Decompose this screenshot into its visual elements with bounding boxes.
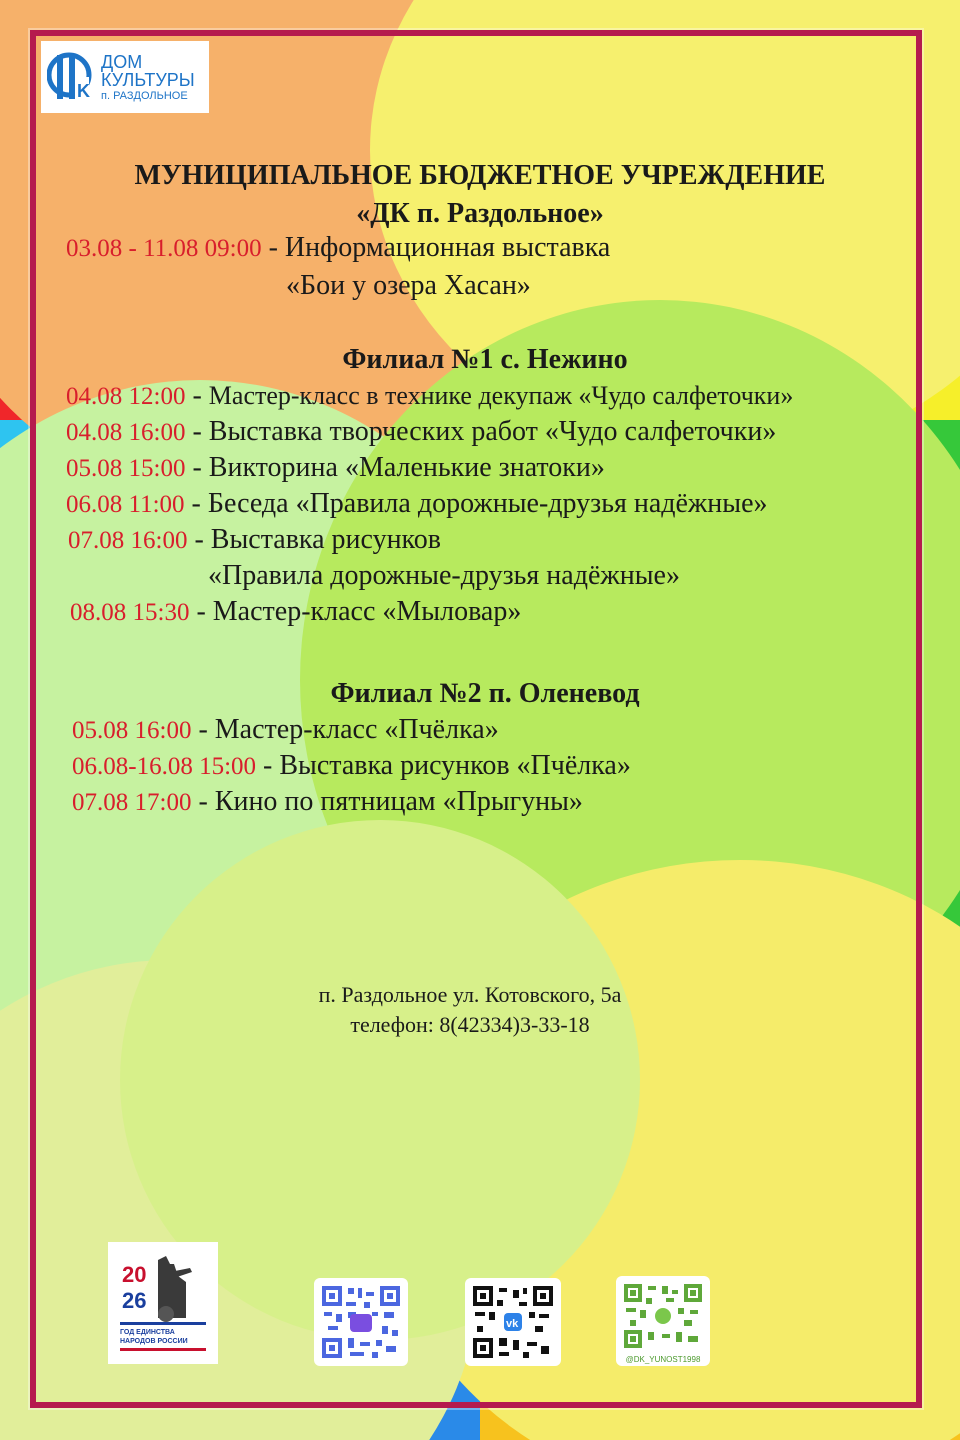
event-date: 06.08 11:00 — [66, 491, 185, 518]
event-date: 04.08 16:00 — [66, 419, 186, 446]
event-separator: - — [184, 488, 208, 519]
qr-code-3[interactable] — [616, 1276, 710, 1366]
branch1-event-row — [66, 416, 776, 448]
event-separator: - — [261, 232, 285, 263]
event-text: Беседа «Правила дорожные-друзья надёжные» — [207, 488, 768, 519]
qr3-caption: @DK_YUNOST1998 — [625, 1355, 701, 1364]
event-text-cont: «Правила дорожные-друзья надёжные» — [208, 560, 680, 591]
event-date: 03.08 - 11.08 09:00 — [66, 235, 262, 262]
main-event-row — [66, 232, 610, 264]
event-text: Мастер-класс в технике декупаж «Чудо салфеточки» — [208, 381, 794, 410]
event-separator: - — [187, 524, 211, 555]
institution-title: МУНИЦИПАЛЬНОЕ БЮДЖЕТНОЕ УЧРЕЖДЕНИЕ — [134, 160, 826, 191]
branch1-event-row-cont — [208, 560, 680, 592]
branch2-event-row — [72, 750, 631, 782]
event-date: 07.08 16:00 — [68, 527, 188, 554]
badge-year-top: 20 — [122, 1262, 147, 1287]
event-separator: - — [191, 786, 215, 817]
branch1-event-row — [66, 488, 768, 520]
logo-line3: п. РАЗДОЛЬНОЕ — [101, 89, 188, 102]
branch2-title: Филиал №2 п. Оленевод — [330, 678, 640, 709]
phone: телефон: 8(42334)3-33-18 — [350, 1012, 590, 1037]
branch1-event-row — [68, 524, 441, 556]
qr-code-1[interactable] — [314, 1278, 408, 1366]
event-date: 05.08 15:00 — [66, 455, 186, 482]
event-text: Мастер-класс «Мыловар» — [212, 596, 522, 627]
event-date: 08.08 15:30 — [70, 599, 190, 626]
event-text: Выставка рисунков — [210, 524, 441, 555]
monument-icon — [158, 1256, 192, 1322]
branch2-event-row — [72, 786, 583, 818]
event-separator: - — [191, 714, 215, 745]
event-separator: - — [185, 452, 209, 483]
branch2-event-row — [72, 714, 499, 746]
logo-line2: КУЛЬТУРЫ — [101, 69, 195, 90]
branch1-event-row — [66, 452, 605, 484]
branch1-title: Филиал №1 с. Нежино — [342, 344, 628, 375]
event-separator: - — [185, 416, 209, 447]
qr-code-2[interactable] — [465, 1278, 561, 1366]
branch1-event-row — [66, 380, 793, 412]
year-of-unity-badge — [108, 1242, 218, 1364]
logo — [41, 41, 209, 113]
event-date: 04.08 12:00 — [66, 383, 186, 410]
event-text: Выставка рисунков «Пчёлка» — [279, 750, 631, 781]
badge-caption1: ГОД ЕДИНСТВА — [120, 1329, 175, 1336]
event-text: Информационная выставка — [284, 232, 611, 263]
badge-year-bottom: 26 — [122, 1288, 147, 1313]
app-logo-icon — [655, 1308, 671, 1324]
address: п. Раздольное ул. Котовского, 5а — [318, 982, 622, 1007]
event-separator: - — [189, 596, 213, 627]
event-text-cont: «Бои у озера Хасан» — [286, 270, 531, 301]
event-separator: - — [256, 750, 280, 781]
logo-text — [101, 53, 195, 102]
event-text: Кино по пятницам «Прыгуны» — [214, 786, 583, 817]
branch1-event-row — [70, 596, 521, 628]
event-separator: - — [185, 380, 209, 411]
svg-text:vk: vk — [506, 1318, 519, 1330]
event-date: 07.08 17:00 — [72, 789, 192, 816]
institution-subtitle: «ДК п. Раздольное» — [356, 198, 604, 229]
event-text: Мастер-класс «Пчёлка» — [214, 714, 499, 745]
logo-mark-icon — [47, 47, 95, 107]
main-event-row-cont — [286, 270, 531, 302]
event-text: Выставка творческих работ «Чудо салфеточки» — [208, 416, 777, 447]
event-text: Викторина «Маленькие знатоки» — [208, 452, 605, 483]
svg-text:K: K — [77, 81, 90, 101]
app-logo-icon — [350, 1314, 372, 1332]
event-date: 05.08 16:00 — [72, 717, 192, 744]
badge-caption2: НАРОДОВ РОССИИ — [120, 1338, 188, 1345]
event-date: 06.08-16.08 15:00 — [72, 753, 257, 780]
logo-line1: ДОМ — [101, 51, 143, 72]
